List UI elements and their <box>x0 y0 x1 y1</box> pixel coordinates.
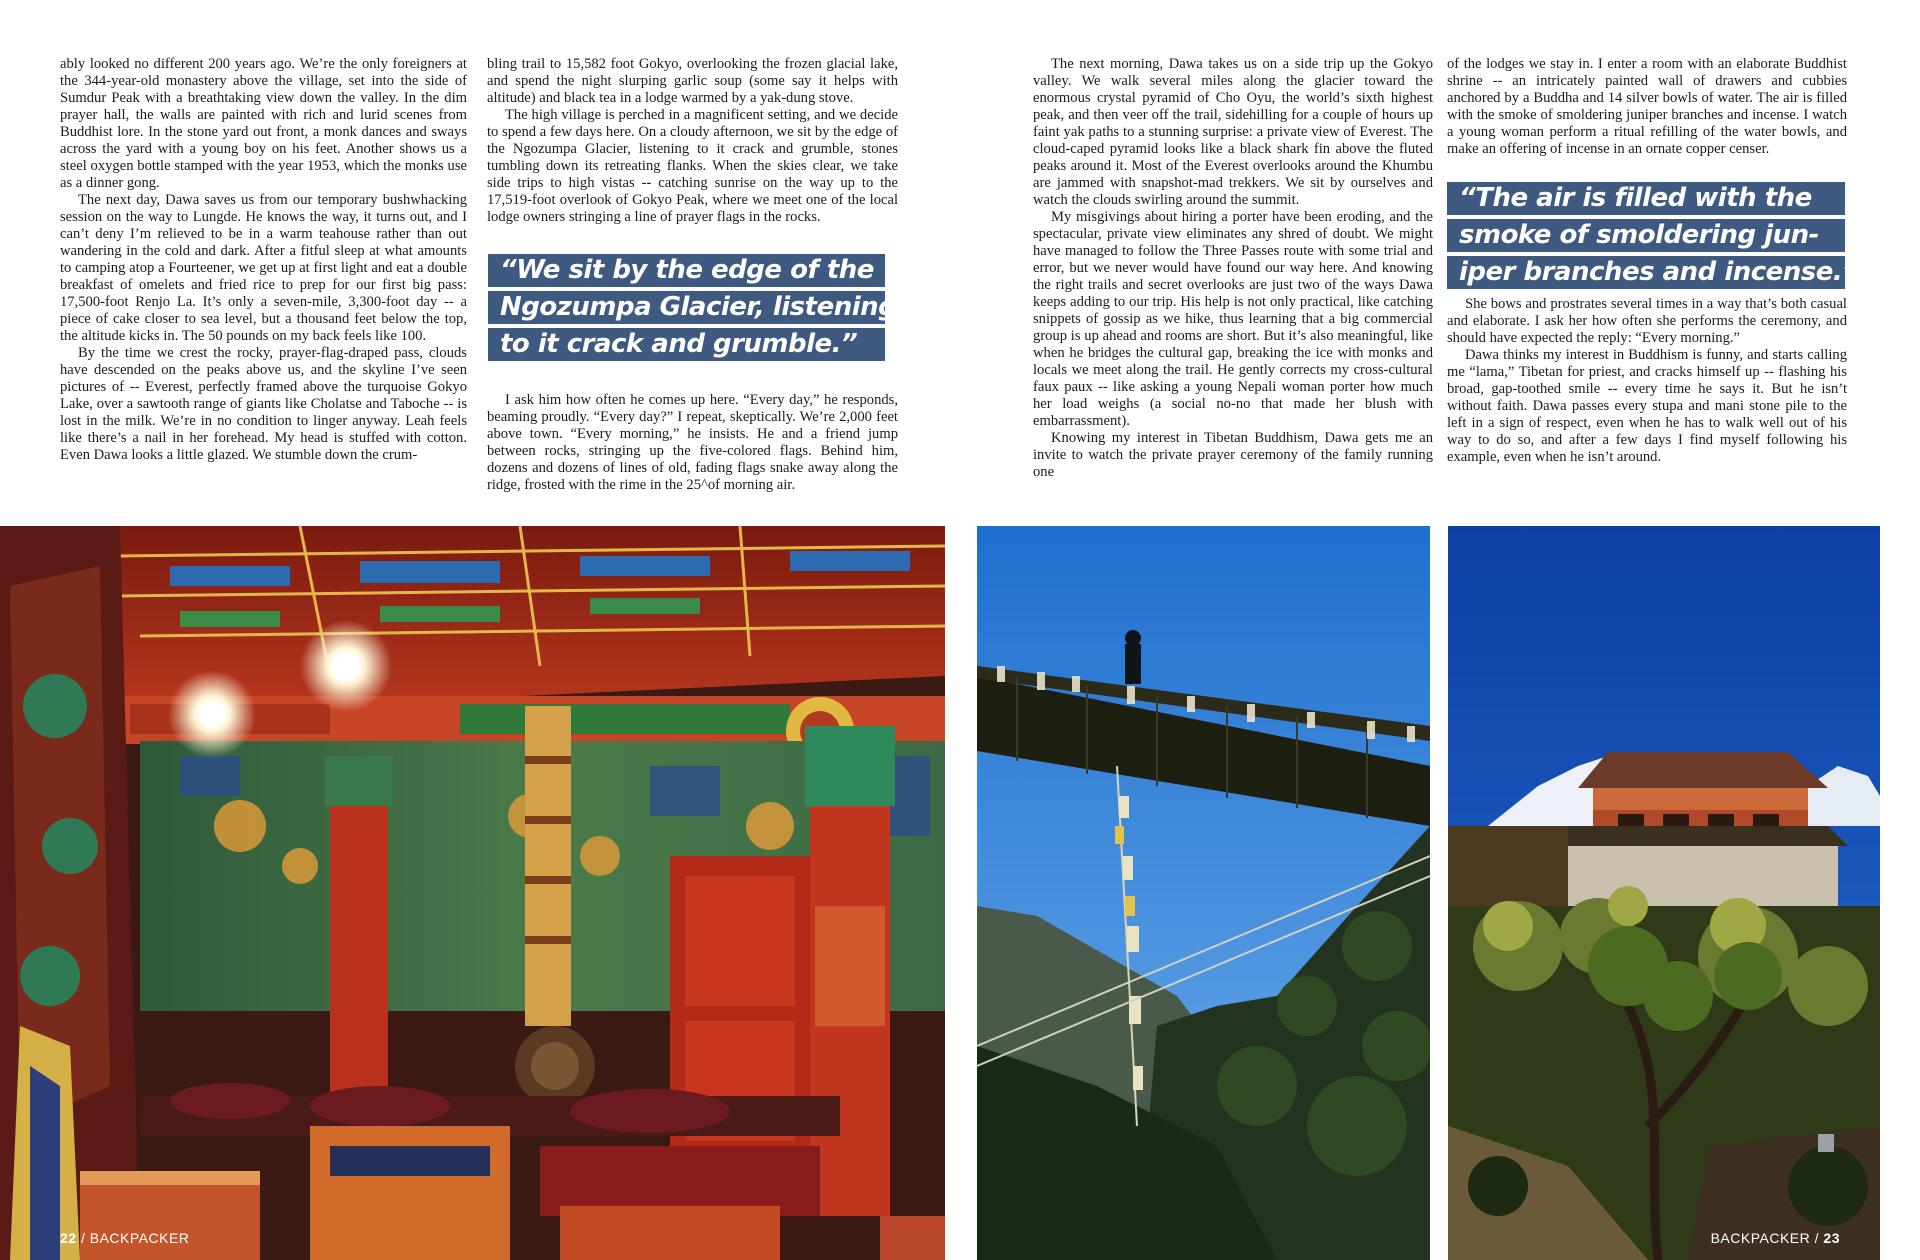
paragraph: The next morning, Dawa takes us on a side trip up the Gokyo valley. We walk several miles along the glacier toward the enormous crystal pyramid of Cho Oyu, the world’s sixth highest peak, and then veer off the trail, sidehilling for a couple of hours up faint yak paths to a stunning surprise: a private view of Everest. The cloud-caped pyramid looks like a black shark fin above the fluted peaks around it. Most of the Everest overlooks around the Khumbu are jammed with snapshot-mad trekkers. We sit by ourselves and watch the clouds swirling around the summit. <box>1033 56 1433 208</box>
pull-quote <box>1447 182 1859 293</box>
right-page <box>960 0 1920 1260</box>
pull-quote-line: “The air is filled with the <box>1447 182 1845 215</box>
monastery-interior-illustration <box>0 526 945 1260</box>
paragraph: She bows and prostrates several times in a way that’s both casual and elaborate. I ask her how often she performs the ceremony, and should have expected the reply: “Every morning.” <box>1447 296 1847 346</box>
pull-quote <box>488 254 897 365</box>
folio-separator: / <box>80 1230 86 1246</box>
suspension-bridge-illustration <box>977 526 1430 1260</box>
folio-right <box>1711 1230 1840 1246</box>
paragraph: I ask him how often he comes up here. “Every day,” he responds, beaming proudly. “Every day?” I repeat, skeptically. We’re 2,000 feet above town. “Every morning,” he insists. He and a friend jump between rocks, stringing up the five-colored flags. Behind him, dozens and dozens of lines of old, fading flags snake away along the ridge, frosted with the rime in the 25^of morning air. <box>487 392 898 493</box>
page-number: 23 <box>1823 1230 1840 1246</box>
suspension-bridge-photo <box>977 526 1430 1260</box>
mountain-farmhouse-photo <box>1448 526 1880 1260</box>
right-column-1 <box>1033 56 1433 481</box>
paragraph: The next day, Dawa saves us from our temporary bushwhacking session on the way to Lungde. He knows the way, it turns out, and I can’t deny I’m relieved to be in a warm teahouse rather than out wandering in the cold and dark. After a fitful sleep at what amounts to camping atop a Fourteener, we get up at first light and eat a double breakfast of omelets and fried rice to prep for our first big pass: 17,500-foot Renjo La. It’s only a seven-mile, 3,300-foot day -- a piece of cake closer to sea level, but a thousand feet below the top, the altitude kicks in. The 50 pounds on my back feels like 100. <box>60 192 467 344</box>
pull-quote-line: to it crack and grumble.” <box>488 328 885 361</box>
pull-quote-line: iper branches and incense.” <box>1447 256 1845 289</box>
paragraph: ably looked no different 200 years ago. We’re the only foreigners at the 344-year-old monastery above the village, set into the side of Sumdur Peak with a breathtaking view down the valley. In the dim prayer hall, the walls are painted with rich and lurid scenes from Buddhist lore. In the stone yard out front, a monk dances and sways across the yard with a young boy on his feet. Another shows us a steel oxygen bottle stamped with the year 1953, which the monks use as a dinner gong. <box>60 56 467 191</box>
paragraph: Knowing my interest in Tibetan Buddhism, Dawa gets me an invite to watch the private prayer ceremony of the family running one <box>1033 430 1433 480</box>
paragraph: Dawa thinks my interest in Buddhism is funny, and starts calling me “lama,” Tibetan for priest, and cracks himself up -- flashing his broad, gap-toothed smile -- every time he says it. But he isn’t without faith. Dawa passes every stupa and mani stone pile to the left in a sign of respect, even when he has to walk well out of his way to do so, and after a few days I find myself following his example, even when he isn’t around. <box>1447 347 1847 465</box>
magazine-name: BACKPACKER <box>89 1230 190 1246</box>
paragraph: bling trail to 15,582 foot Gokyo, overlooking the frozen glacial lake, and spend the night slurping garlic soup (some say it helps with altitude) and black tea in a lodge warmed by a yak-dung stove. <box>487 56 898 106</box>
pull-quote-line: “We sit by the edge of the <box>488 254 885 287</box>
pull-quote-line: smoke of smoldering jun- <box>1447 219 1845 252</box>
magazine-name: BACKPACKER <box>1710 1230 1811 1246</box>
left-column-1 <box>60 56 467 464</box>
paragraph: of the lodges we stay in. I enter a room with an elaborate Buddhist shrine -- an intricately painted wall of drawers and cubbies anchored by a Buddha and 14 silver bowls of water. The air is filled with the smoke of smoldering juniper branches and incense. I watch a young woman perform a ritual refilling of the water bowls, and make an offering of incense in an ornate copper censer. <box>1447 56 1847 157</box>
folio-separator: / <box>1814 1230 1820 1246</box>
monastery-interior-photo <box>0 526 945 1260</box>
page-number: 22 <box>60 1230 77 1246</box>
paragraph: By the time we crest the rocky, prayer-flag-draped pass, clouds have descended on the peaks above us, and the skyline I’ve seen pictures of -- Everest, perfectly framed above the turquoise Gokyo Lake, over a sawtooth range of giants like Cholatse and Taboche -- is lost in the milk. We’re in no condition to linger anyway. Leah feels like there’s a nail in her forehead. My head is stuffed with cotton. Even Dawa looks a little glazed. We stumble down the crum- <box>60 345 467 463</box>
paragraph: The high village is perched in a magnificent setting, and we decide to spend a few days here. On a cloudy afternoon, we sit by the edge of the Ngozumpa Glacier, listening to it crack and grumble, stones tumbling down its retreating flanks. When the skies clear, we take side trips to high vistas -- catching sunrise on the way up to the 17,519-foot overlook of Gokyo Peak, where we meet one of the local lodge owners stringing a line of prayer flags in the rocks. <box>487 107 898 225</box>
folio-left <box>60 1230 189 1246</box>
pull-quote-line: Ngozumpa Glacier, listening <box>488 291 885 324</box>
mountain-farmhouse-illustration <box>1448 526 1880 1260</box>
paragraph: My misgivings about hiring a porter have been eroding, and the spectacular, private view eliminates any shred of doubt. We might have managed to follow the Three Passes route with some trial and error, but we never would have found our way here. And knowing the right trails and secret overlooks are just two of the ways Dawa keeps adding to our trip. His help is not only practical, like catching snippets of gossip as we hike, thus learning that a big commercial group is up ahead and rooms are short. But it’s also meaningful, like when he bridges the cultural gap, breaking the ice with monks and locals we meet along the trail. He gently corrects my cross-cultural faux paux -- like asking a young Nepali woman porter how much her load weighs (a social no-no that made her blush with embarrassment). <box>1033 209 1433 429</box>
